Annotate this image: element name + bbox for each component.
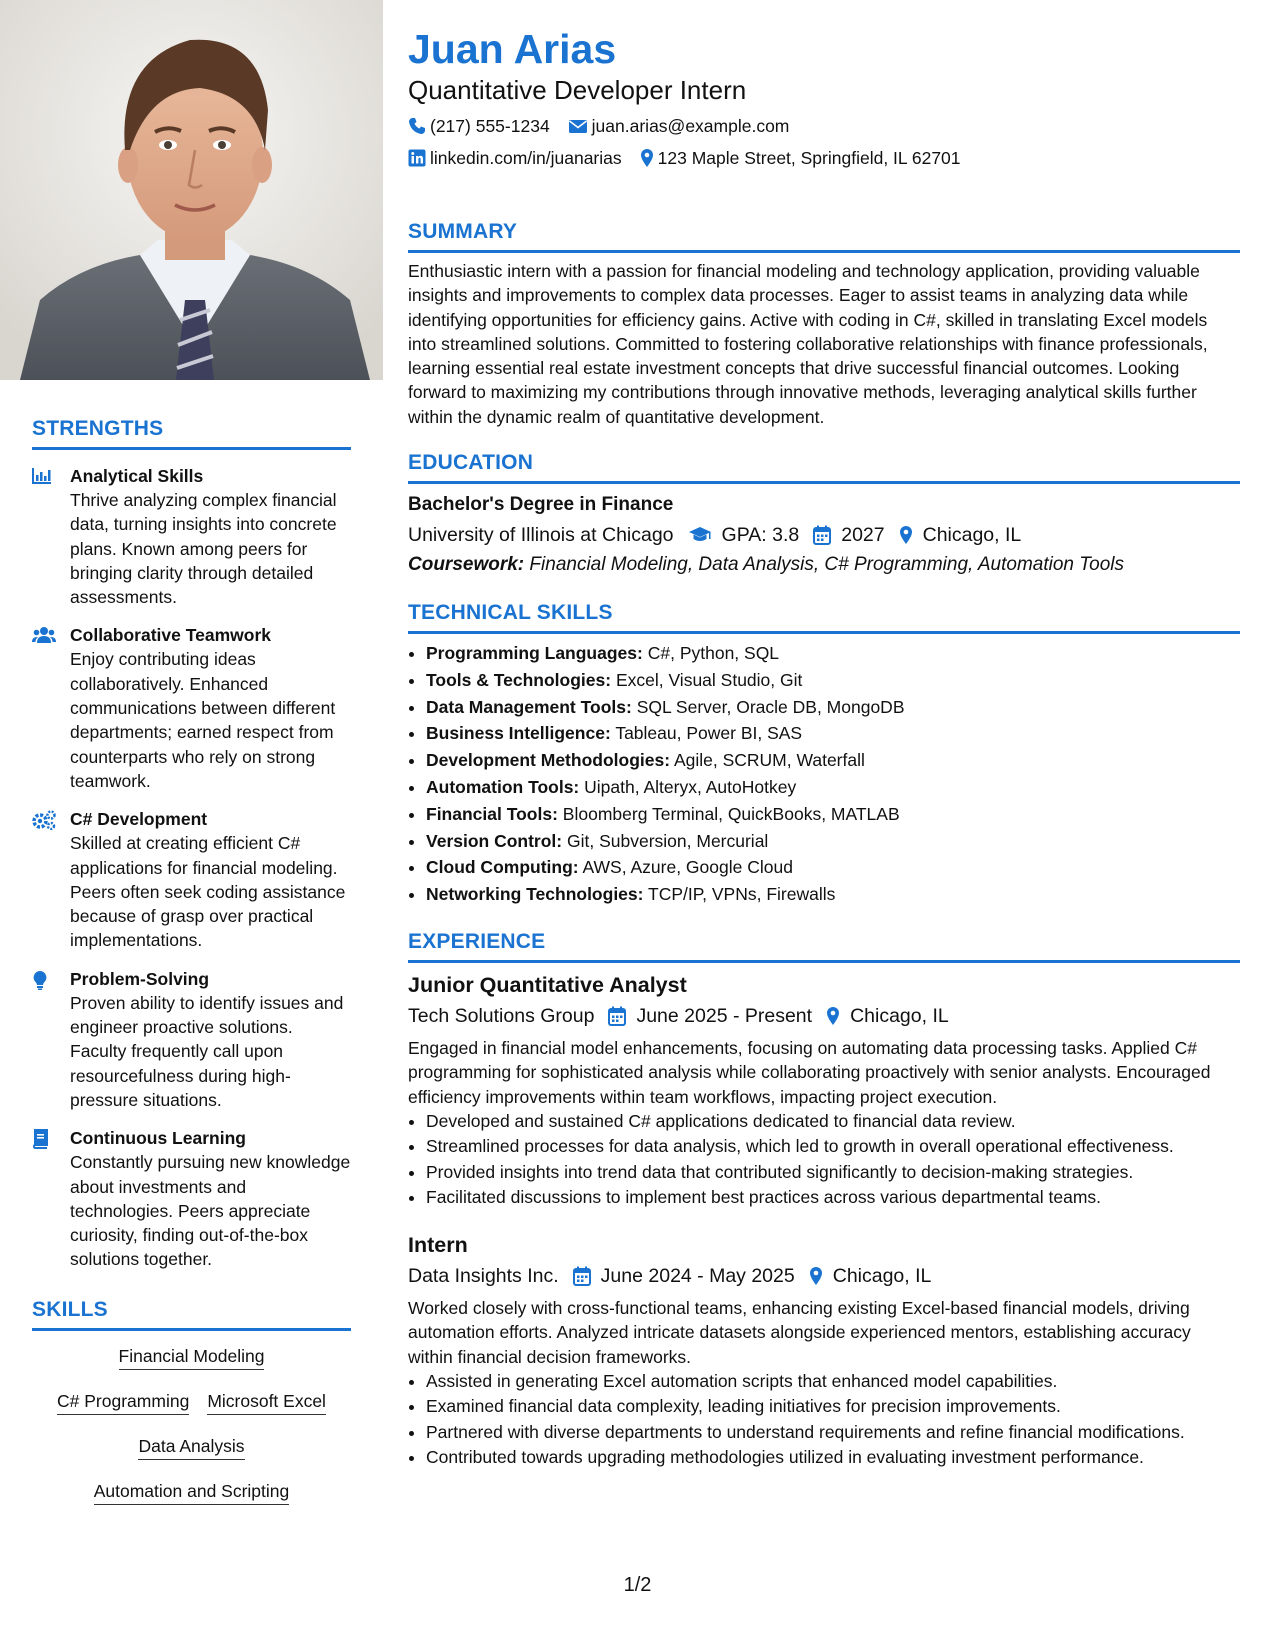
job-title: Intern [408, 1232, 468, 1257]
strength-title: Continuous Learning [70, 1128, 246, 1149]
strength-item [32, 967, 351, 1112]
skill-tag: Data Analysis [138, 1435, 244, 1460]
job-meta [408, 1002, 1240, 1030]
coursework-label: Coursework: [408, 554, 525, 576]
address-contact [640, 146, 961, 170]
strength-title: Problem-Solving [70, 968, 210, 989]
map-pin-icon [899, 525, 913, 545]
map-pin-icon [826, 1006, 840, 1026]
calendar-icon [813, 525, 831, 545]
strength-description: Thrive analyzing complex financial data, turning insights into concrete plans. Known among peers for bringing clarity through detailed assessments. [70, 490, 337, 608]
list-item: • Examined financial data complexity, leading initiatives for precision improvements. [426, 1394, 1240, 1420]
job-bullets [408, 1109, 1240, 1211]
job-location: Chicago, IL [832, 1264, 932, 1287]
contact-row-2 [408, 146, 1240, 170]
users-icon [32, 623, 70, 793]
skills-section [32, 1298, 351, 1505]
strength-description: Skilled at creating efficient C# applications for financial modeling. Peers often seek coding assistance because of grasp over practical implementations. [70, 833, 346, 951]
education-meta [408, 521, 1240, 549]
job-description: Worked closely with cross-functional teams, enhancing existing Excel-based financial models, driving automation efforts. Analyzed intricate datasets alongside experienced mentors, establishing accuracy within financial decision frameworks. [408, 1297, 1191, 1367]
phone-contact[interactable] [408, 114, 550, 138]
skill-tag: Financial Modeling [119, 1345, 265, 1370]
school-name: University of Illinois at Chicago [408, 524, 674, 547]
strength-item [32, 623, 351, 793]
contact-row [408, 114, 1240, 138]
section-title-experience: EXPERIENCE [408, 930, 1240, 963]
list-item: • Programming Languages: C#, Python, SQL [426, 640, 1240, 667]
section-title-technical-skills: TECHNICAL SKILLS [408, 601, 1240, 634]
book-icon [32, 1126, 70, 1271]
list-item: • Contributed towards upgrading methodologies utilized in evaluating investment performance. [426, 1445, 1240, 1471]
lightbulb-icon [32, 967, 70, 1112]
page-number: 1/2 [623, 1574, 652, 1596]
skill-tag: Microsoft Excel [207, 1390, 326, 1415]
strength-title: Analytical Skills [70, 466, 204, 486]
list-item: • Facilitated discussions to implement best practices across various departmental teams. [426, 1185, 1240, 1211]
company-name: Data Insights Inc. [408, 1264, 559, 1287]
list-item: • Provided insights into trend data that contributed significantly to decision-making strategies. [426, 1160, 1240, 1186]
job-dates: June 2024 - May 2025 [600, 1264, 795, 1287]
education-location: Chicago, IL [922, 524, 1022, 547]
list-item: • Automation Tools: Uipath, Alteryx, AutoHotkey [426, 774, 1240, 801]
list-item: • Networking Technologies: TCP/IP, VPNs, Firewalls [426, 881, 1240, 908]
job-location: Chicago, IL [850, 1005, 949, 1028]
bar-chart-icon [32, 464, 70, 609]
technical-skills-list [408, 640, 1240, 908]
map-pin-icon [809, 1266, 823, 1286]
phone-text: (217) 555-1234 [430, 116, 550, 136]
strength-item [32, 807, 351, 952]
strength-description: Enjoy contributing ideas collaboratively. Enhanced communications between different departments; earned respect from counterparts who rely on strong teamwork. [70, 649, 336, 791]
section-title-strengths: STRENGTHS [32, 417, 351, 450]
skill-tag: Automation and Scripting [94, 1480, 290, 1505]
skill-tag: C# Programming [57, 1390, 189, 1415]
candidate-role: Quantitative Developer Intern [408, 75, 747, 105]
calendar-icon [608, 1006, 626, 1026]
strength-description: Proven ability to identify issues and engineer proactive solutions. Faculty frequently call upon resourcefulness during high-pressure situations. [70, 992, 344, 1110]
gears-icon [32, 807, 70, 952]
job-meta [408, 1262, 1240, 1290]
address-text: 123 Maple Street, Springfield, IL 62701 [657, 148, 961, 168]
company-name: Tech Solutions Group [408, 1005, 595, 1028]
list-item: • Assisted in generating Excel automation scripts that enhanced model capabilities. [426, 1369, 1240, 1395]
section-title-education: EDUCATION [408, 451, 1240, 484]
section-title-skills: SKILLS [32, 1298, 351, 1331]
job-dates: June 2025 - Present [636, 1005, 813, 1028]
list-item: • Developed and sustained C# applications dedicated to financial data review. [426, 1109, 1240, 1135]
list-item: • Development Methodologies: Agile, SCRUM, Waterfall [426, 747, 1240, 774]
right-column [408, 0, 1240, 1471]
list-item: • Cloud Computing: AWS, Azure, Google Cloud [426, 854, 1240, 881]
list-item: • Tools & Technologies: Excel, Visual Studio, Git [426, 667, 1240, 694]
degree: Bachelor's Degree in Finance [408, 494, 674, 516]
section-title-summary: SUMMARY [408, 220, 1240, 253]
list-item: • Business Intelligence: Tableau, Power BI, SAS [426, 720, 1240, 747]
list-item: • Financial Tools: Bloomberg Terminal, QuickBooks, MATLAB [426, 801, 1240, 828]
summary-text: Enthusiastic intern with a passion for financial modeling and technology application, providing valuable insights and improvements to complex data processes. Eager to assist teams in analyzing data while identifying opportunities for efficiency gains. Active with coding in C#, skilled in translating Excel models into streamlined solutions. Committed to fostering collaborative relationships with finance professionals, learning essential real estate investment concepts that drive successful financial outcomes. Looking forward to maximizing my contributions through innovative methods, leveraging analytical skills further within the dynamic realm of quantitative development. [408, 261, 1208, 427]
coursework [408, 551, 1240, 579]
map-pin-icon [640, 148, 654, 168]
strength-item [32, 464, 351, 609]
strength-title: C# Development [70, 809, 208, 830]
linkedin-text: linkedin.com/in/juanarias [430, 148, 622, 168]
coursework-list: Financial Modeling, Data Analysis, C# Programming, Automation Tools [529, 554, 1124, 576]
strength-title: Collaborative Teamwork [70, 625, 271, 646]
profile-photo [0, 0, 383, 380]
strength-item [32, 1126, 351, 1271]
graduation-cap-icon [688, 526, 712, 544]
linkedin-contact[interactable] [408, 146, 622, 170]
email-text: juan.arias@example.com [591, 116, 790, 136]
envelope-icon [568, 118, 588, 134]
job-description: Engaged in financial model enhancements, focusing on automating data processing tasks. Applied C# programming for sophisticated analysis while collaborating proactively with senior analysts. Encouraged efficiency improvements within team workflows, impacting project execution. [408, 1038, 1211, 1107]
strength-description: Constantly pursuing new knowledge about investments and technologies. Peers appreciate curiosity, finding out-of-the-box solutions together. [70, 1152, 351, 1270]
left-column [0, 0, 383, 1525]
list-item: • Partnered with diverse departments to understand requirements and refine financial modifications. [426, 1420, 1240, 1446]
list-item: • Data Management Tools: SQL Server, Oracle DB, MongoDB [426, 694, 1240, 721]
job-bullets [408, 1369, 1240, 1471]
calendar-icon [573, 1266, 591, 1286]
strengths-section [32, 417, 351, 1272]
graduation-year: 2027 [841, 524, 885, 547]
list-item: • Streamlined processes for data analysis, which led to growth in overall operational effectiveness. [426, 1134, 1240, 1160]
job-title: Junior Quantitative Analyst [408, 973, 687, 998]
phone-icon [408, 117, 426, 135]
gpa: GPA: 3.8 [721, 524, 800, 547]
skills-tags [32, 1345, 351, 1505]
candidate-name: Juan Arias [408, 26, 617, 72]
email-contact[interactable] [568, 114, 790, 138]
linkedin-icon [408, 149, 426, 167]
list-item: • Version Control: Git, Subversion, Mercurial [426, 828, 1240, 855]
